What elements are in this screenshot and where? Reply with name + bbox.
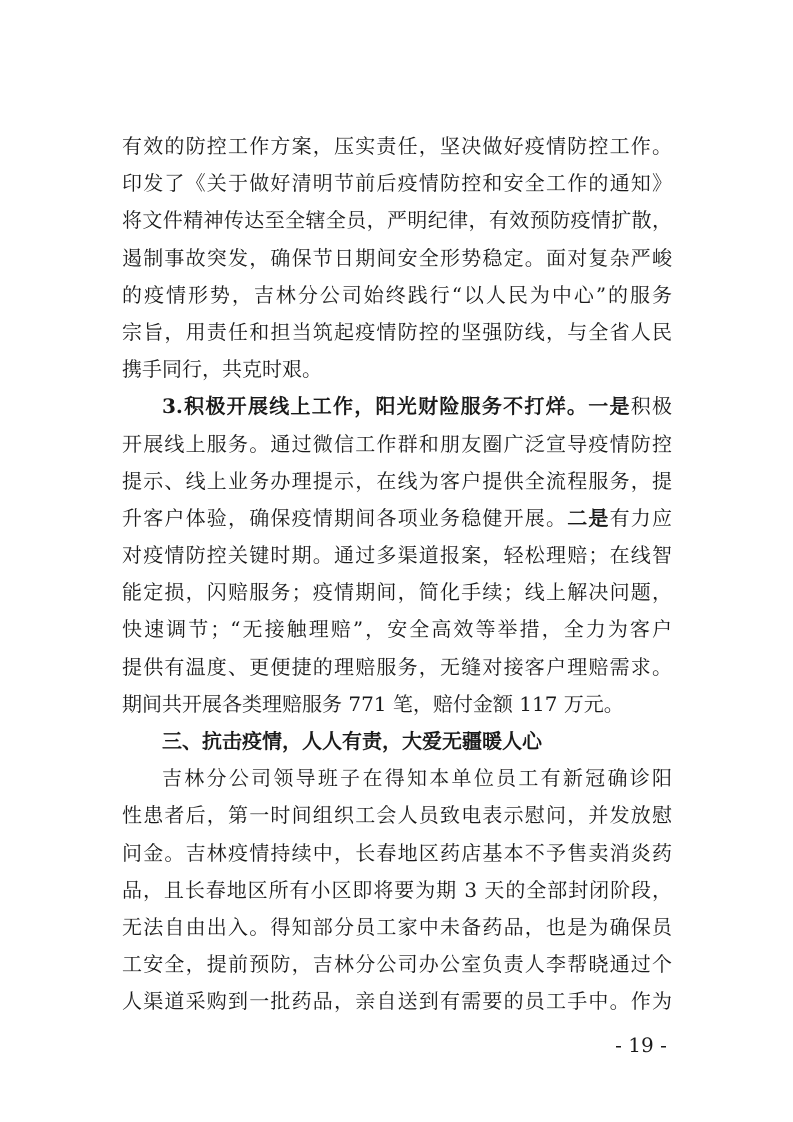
text-line: 对疫情防控关键时期。通过多渠道报案，轻松理赔；在线智 xyxy=(122,543,672,568)
text-line: 开展线上服务。通过微信工作群和朋友圈广泛宣导疫情防控 xyxy=(122,431,672,456)
text-line: 人渠道采购到一批药品，亲自送到有需要的员工手中。作为 xyxy=(122,989,672,1014)
text-line: 能定损，闪赔服务；疫情期间，简化手续；线上解决问题， xyxy=(122,580,672,605)
text-line: 期间共开展各类理赔服务 771 笔，赔付金额 117 万元。 xyxy=(122,691,624,716)
text-segment: 有力应 xyxy=(609,505,672,530)
paragraph xyxy=(122,760,672,1020)
text-line xyxy=(122,500,672,537)
text-line: 提供有温度、更便捷的理赔服务，无缝对接客户理赔需求。 xyxy=(122,654,672,679)
paragraph xyxy=(122,128,672,388)
document-body xyxy=(122,128,672,1021)
page-number: - 19 - xyxy=(615,1033,667,1057)
text-line: 品，且长春地区所有小区即将要为期 3 天的全部封闭阶段， xyxy=(122,877,672,902)
text-line: 吉林分公司领导班子在得知本单位员工有新冠确诊阳 xyxy=(162,766,672,791)
text-line: 问金。吉林疫情持续中，长春地区药店基本不予售卖消炎药 xyxy=(122,840,672,865)
text-segment: 积极 xyxy=(630,394,672,419)
text-line: 有效的防控工作方案，压实责任，坚决做好疫情防控工作。 xyxy=(122,134,672,158)
text-line: 携手同行，共克时艰。 xyxy=(122,357,322,382)
section-heading: 三、抗击疫情，人人有责，大爱无疆暖人心 xyxy=(162,729,542,753)
text-line: 性患者后，第一时间组织工会人员致电表示慰问，并发放慰 xyxy=(122,803,672,828)
text-segment: 升客户体验，确保疫情期间各项业务稳健开展。 xyxy=(122,505,568,530)
text-line: 印发了《关于做好清明节前后疫情防控和安全工作的通知》 xyxy=(122,171,672,196)
text-line: 无法自由出入。得知部分员工家中未备药品，也是为确保员 xyxy=(122,914,672,939)
bold-lead-text: 3.积极开展线上工作，阳光财险服务不打烊。一是 xyxy=(162,394,631,419)
text-line: 快速调节；“无接触理赔”，安全高效等举措，全力为客户 xyxy=(122,617,672,642)
bold-lead-text: 二是 xyxy=(567,505,610,530)
text-line xyxy=(122,388,672,425)
text-line: 提示、线上业务办理提示，在线为客户提供全流程服务，提 xyxy=(122,468,672,493)
text-line: 遏制事故突发，确保节日期间安全形势稳定。面对复杂严峻 xyxy=(122,245,672,270)
text-line: 工安全，提前预防，吉林分公司办公室负责人李帮晓通过个 xyxy=(122,952,672,977)
text-line: 宗旨，用责任和担当筑起疫情防控的坚强防线，与全省人民 xyxy=(122,319,672,344)
paragraph xyxy=(122,388,672,723)
text-line: 的疫情形势，吉林分公司始终践行“以人民为中心”的服务 xyxy=(122,282,672,307)
text-line: 将文件精神传达至全辖全员，严明纪律，有效预防疫情扩散， xyxy=(122,208,672,233)
